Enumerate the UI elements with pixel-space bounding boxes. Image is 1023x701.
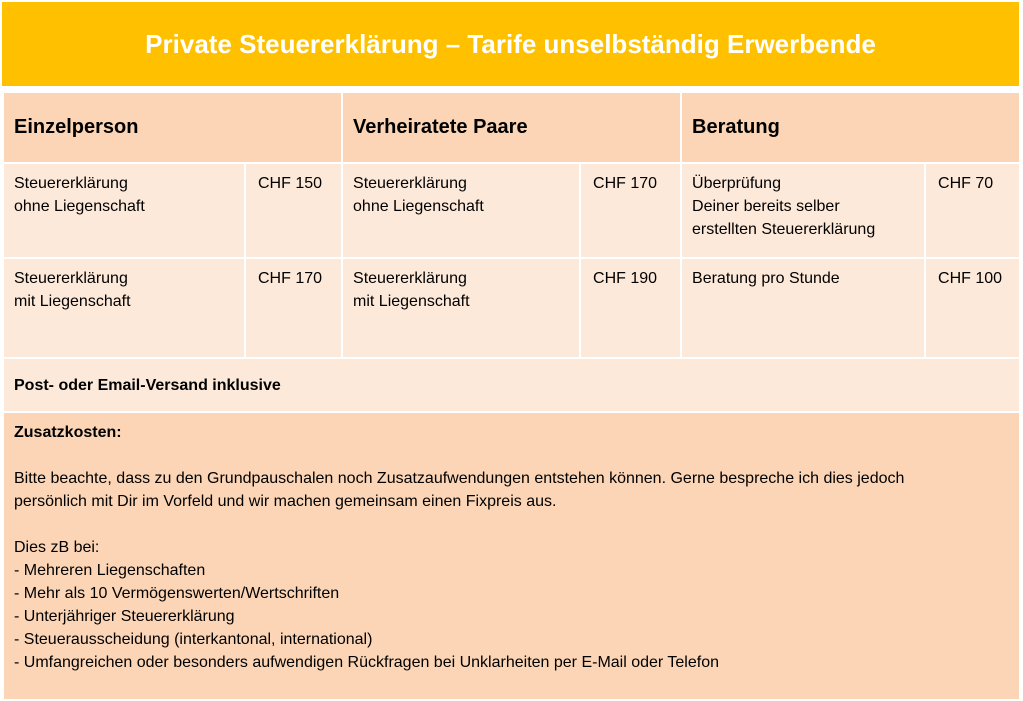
- service-line: Steuererklärung: [353, 270, 467, 287]
- page-title: Private Steuererklärung – Tarife unselbständig Erwerbende: [145, 28, 876, 59]
- list-item: - Unterjähriger Steuererklärung: [14, 608, 235, 625]
- service-price: CHF 150: [245, 163, 342, 258]
- table-row: [3, 163, 1020, 258]
- service-line: mit Liegenschaft: [14, 293, 131, 310]
- extra-costs-intro-line: persönlich mit Dir im Vorfeld und wir machen gemeinsam einen Fixpreis aus.: [14, 493, 557, 510]
- service-line: ohne Liegenschaft: [14, 198, 145, 215]
- tariff-table: [2, 91, 1021, 701]
- extra-costs-row: [3, 412, 1020, 700]
- service-line: Steuererklärung: [353, 175, 467, 192]
- service-line: mit Liegenschaft: [353, 293, 470, 310]
- header-row: [3, 92, 1020, 163]
- service-description: [3, 163, 245, 258]
- service-price: CHF 100: [925, 258, 1020, 358]
- service-line: Überprüfung: [692, 175, 781, 192]
- list-item: - Mehr als 10 Vermögenswerten/Wertschriften: [14, 585, 340, 602]
- service-description: [681, 163, 925, 258]
- service-price: CHF 170: [580, 163, 681, 258]
- service-price: CHF 70: [925, 163, 1020, 258]
- service-line: ohne Liegenschaft: [353, 198, 484, 215]
- service-description: [342, 258, 580, 358]
- service-price: CHF 170: [245, 258, 342, 358]
- column-heading-verheiratete-paare: Verheiratete Paare: [342, 92, 681, 163]
- extra-costs-section: [3, 412, 1020, 700]
- column-heading-einzelperson: Einzelperson: [3, 92, 342, 163]
- extra-costs-list-intro: Dies zB bei:: [14, 539, 100, 556]
- service-line: Steuererklärung: [14, 270, 128, 287]
- column-heading-beratung: Beratung: [681, 92, 1020, 163]
- list-item: - Umfangreichen oder besonders aufwendigen Rückfragen bei Unklarheiten per E-Mail oder Telefon: [14, 654, 719, 671]
- list-item: - Steuerausscheidung (interkantonal, international): [14, 631, 373, 648]
- service-line: Deiner bereits selber: [692, 198, 840, 215]
- list-item: - Mehreren Liegenschaften: [14, 562, 206, 579]
- shipping-note: Post- oder Email-Versand inklusive: [3, 358, 1020, 412]
- table-row: [3, 258, 1020, 358]
- extra-costs-intro-line: Bitte beachte, dass zu den Grundpauschalen noch Zusatzaufwendungen entstehen können. Gerne bespreche ich dies jedoch: [14, 470, 905, 487]
- service-price: CHF 190: [580, 258, 681, 358]
- extra-costs-title: Zusatzkosten:: [14, 424, 122, 441]
- service-line: Steuererklärung: [14, 175, 128, 192]
- service-line: erstellten Steuererklärung: [692, 221, 876, 238]
- service-description: [3, 258, 245, 358]
- shipping-note-row: [3, 358, 1020, 412]
- service-description: [342, 163, 580, 258]
- service-description: [681, 258, 925, 358]
- title-bar: [2, 2, 1019, 86]
- service-line: Beratung pro Stunde: [692, 270, 840, 287]
